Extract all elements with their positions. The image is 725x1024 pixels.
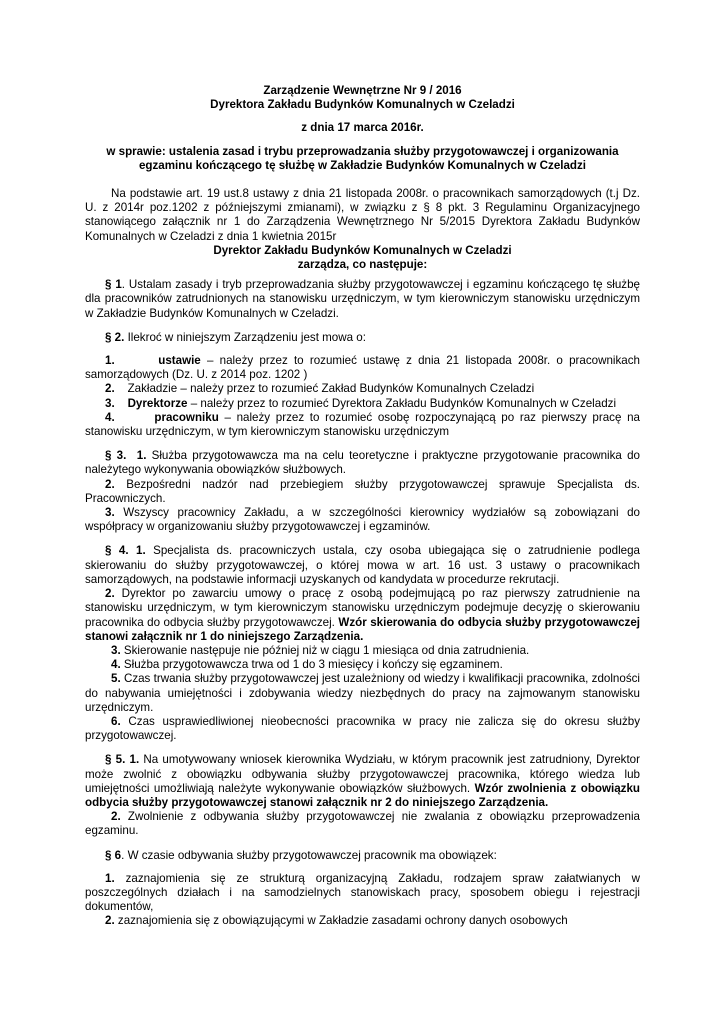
item-term: Dyrektorze bbox=[127, 396, 188, 410]
section-2-intro-text: Ilekroć w niniejszym Zarządzeniu jest mowa o: bbox=[124, 330, 366, 344]
section-6-intro bbox=[85, 849, 640, 863]
para-number: 4. bbox=[111, 658, 121, 672]
doc-title-line2: Dyrektora Zakładu Budynków Komunalnych w Czeladzi bbox=[210, 98, 515, 112]
para-number: 2. bbox=[105, 587, 115, 601]
section-1 bbox=[85, 278, 640, 321]
section-2-item-1 bbox=[85, 354, 640, 382]
item-number: 1. bbox=[105, 871, 115, 885]
decree-line2: zarządza, co następuje: bbox=[297, 258, 428, 272]
section-5-para-2 bbox=[85, 810, 640, 838]
item-text: – należy przez to rozumieć Dyrektora Zakładu Budynków Komunalnych w Czeladzi bbox=[187, 396, 617, 410]
item-number: 1. bbox=[105, 354, 115, 368]
item-text: zaznajomienia się z obowiązującymi w Zakładzie zasadami ochrony danych osobowych bbox=[114, 914, 568, 928]
item-number: 2. bbox=[105, 382, 115, 396]
section-6-number: § 6 bbox=[105, 848, 122, 862]
decree-line1: Dyrektor Zakładu Budynków Komunalnych w Czeladzi bbox=[213, 243, 512, 257]
section-4-para-1 bbox=[85, 544, 640, 587]
section-6-item-2 bbox=[85, 914, 640, 928]
para-number: 3. bbox=[111, 643, 121, 657]
doc-date: z dnia 17 marca 2016r. bbox=[301, 121, 424, 135]
para-text: Czas usprawiedliwionej nieobecności pracownika w pracy nie zalicza się do okresu służby przygotowawczej. bbox=[85, 714, 640, 743]
para-text: Zwolnienie z odbywania służby przygotowawczej nie zwalania z obowiązku przeprowadzenia egzaminu. bbox=[85, 810, 640, 838]
item-text: Bezpośredni nadzór nad przebiegiem służby przygotowawczej sprawuje Specjalista ds. Pracowniczych. bbox=[85, 477, 640, 505]
item-number: 2. bbox=[105, 477, 115, 491]
section-1-number: § 1 bbox=[105, 278, 122, 292]
section-4-para-6 bbox=[85, 715, 640, 743]
doc-subject-line1: w sprawie: ustalenia zasad i trybu przeprowadzania służby przygotowawczej i organizowania bbox=[106, 144, 619, 158]
section-4-para-5 bbox=[85, 672, 640, 715]
document-page bbox=[85, 84, 640, 929]
item-text: – należy przez to rozumieć ustawę z dnia 21 listopada 2008r. o pracownikach samorządowych (Dz. U. z 2014 poz. 1202 ) bbox=[85, 354, 640, 382]
section-2-number: § 2. bbox=[105, 330, 125, 344]
section-4-para-2 bbox=[85, 587, 640, 644]
preamble: Na podstawie art. 19 ust.8 ustawy z dnia 21 listopada 2008r. o pracownikach samorządowych (t.j Dz. U. z 2014r poz.1202 z późniejszymi zmianami), w związku z § 8 pkt. 3 Regulaminu Organizacyjnego stanowiącego załącznik nr 1 do Zarządzenia Wewnętrznego Nr 5/2015 Dyrektora Zakładu Budynków Komunalnych w Czeladzi z dnia 1 kwietnia 2015r bbox=[85, 187, 640, 243]
para-text: Służba przygotowawcza trwa od 1 do 3 miesięcy i kończy się egzaminem. bbox=[120, 658, 503, 672]
section-3-item-3 bbox=[85, 506, 640, 534]
section-4-para-4 bbox=[85, 658, 640, 672]
section-3-item-2 bbox=[85, 478, 640, 506]
section-5-para-1 bbox=[85, 753, 640, 810]
item-text: – należy przez to rozumieć osobę rozpoczynającą po raz pierwszy pracę na stanowisku urzędniczym, w tym kierowniczym stanowisku urzędniczym bbox=[85, 410, 640, 439]
doc-subject-line2: egzaminu kończącego tę służbę w Zakładzie Budynków Komunalnych w Czeladzi bbox=[138, 158, 587, 172]
section-6-intro-text: . W czasie odbywania służby przygotowawczej pracownik ma obowiązek: bbox=[121, 848, 497, 862]
para-number: . 1. bbox=[122, 753, 140, 767]
item-text: zaznajomienia się ze strukturą organizacyjną Zakładu, rodzajem spraw załatwianych w poszczególnych działach i na samodzielnych stanowiskach pracy, sposobem obiegu i rejestracji dokumentów, bbox=[85, 871, 640, 914]
section-5-number: § 5 bbox=[105, 753, 123, 767]
section-2-item-2 bbox=[85, 382, 640, 396]
section-2-intro bbox=[85, 331, 640, 345]
item-text: Wszyscy pracownicy Zakładu, a w szczególności kierownicy wydziałów są zobowiązani do współpracy w organizowaniu służby przygotowawczej i egzaminów. bbox=[85, 506, 640, 534]
section-2-item-4 bbox=[85, 411, 640, 439]
item-number: 1. bbox=[136, 449, 147, 463]
section-2-item-3 bbox=[85, 397, 640, 411]
para-text: Czas trwania służby przygotowawczej jest uzależniony od wiedzy i kwalifikacji pracownika, zdolności do nabywania umiejętności i zdobywania wiedzy niezbędnych do pracy na zajmowanym stanowisku urzędniczym. bbox=[85, 672, 640, 714]
item-number: 3. bbox=[105, 506, 115, 520]
section-6-item-1 bbox=[85, 872, 640, 915]
item-term: ustawie bbox=[158, 354, 201, 368]
para-bold-text: Wzór skierowania do odbycia służby przygotowawczej stanowi załącznik nr 1 do niniejszego Zarządzenia. bbox=[85, 615, 640, 643]
item-number: 3. bbox=[105, 396, 115, 410]
para-bold-text: Wzór zwolnienia z obowiązku odbycia służby przygotowawczej stanowi załącznik nr 2 do niniejszego Zarządzenia. bbox=[85, 781, 640, 809]
para-text: Specjalista ds. pracowniczych ustala, czy osoba ubiegająca się o zatrudnienie podlega skierowaniu do służby przygotowawczej, o której mowa w art. 16 ust. 3 ustawy o pracownikach samorządowych, na podstawie informacji uzyskanych od kandydata w procedurze rekrutacji. bbox=[85, 544, 640, 586]
section-4-para-3 bbox=[85, 644, 640, 658]
para-text: Dyrektor po zawarciu umowy o pracę z osobą podejmującą po raz pierwszy zatrudnienie na stanowisku urzędniczym, w tym kierowniczym stanowisku urzędniczym podejmuje decyzję o skierowaniu pracownika do odbycia służby przygotowawczej. bbox=[85, 587, 640, 629]
doc-title-line1: Zarządzenie Wewnętrzne Nr 9 / 2016 bbox=[263, 84, 462, 97]
para-number: 6. bbox=[111, 714, 121, 728]
para-number: . 1. bbox=[125, 544, 146, 558]
section-1-text: . Ustalam zasady i tryb przeprowadzania służby przygotowawczej i egzaminu kończącego tę służbę dla pracowników zatrudnionych na stanowisku urzędniczym, w tym kierowniczym stanowisku urzędniczym w Zakładzie Budynków Komunalnych w Czeladzi. bbox=[85, 278, 640, 320]
section-3-number: § 3. bbox=[105, 449, 127, 463]
para-text: Skierowanie następuje nie później niż w ciągu 1 miesiąca od dnia zatrudnienia. bbox=[120, 643, 530, 657]
item-text: Zakładzie – należy przez to rozumieć Zakład Budynków Komunalnych Czeladzi bbox=[127, 382, 535, 396]
para-text: Na umotywowany wniosek kierownika Wydziału, w którym pracownik jest zatrudniony, Dyrektor może zwolnić z obowiązku odbywania służby przygotowawczej pracownika, którego wiedza lub umiejętności umożliwiają należyte wykonywanie obowiązków służbowych. bbox=[85, 753, 640, 795]
item-number: 4. bbox=[105, 410, 115, 424]
para-number: 5. bbox=[111, 672, 121, 686]
item-number: 2. bbox=[105, 914, 115, 928]
section-3-item-1 bbox=[85, 449, 640, 477]
item-text: Służba przygotowawcza ma na celu teoretyczne i praktyczne przygotowanie pracownika do należytego wykonywania obowiązków służbowych. bbox=[85, 449, 640, 477]
section-4-number: § 4 bbox=[105, 544, 126, 558]
para-number: 2. bbox=[111, 810, 121, 824]
item-term: pracowniku bbox=[154, 410, 219, 424]
